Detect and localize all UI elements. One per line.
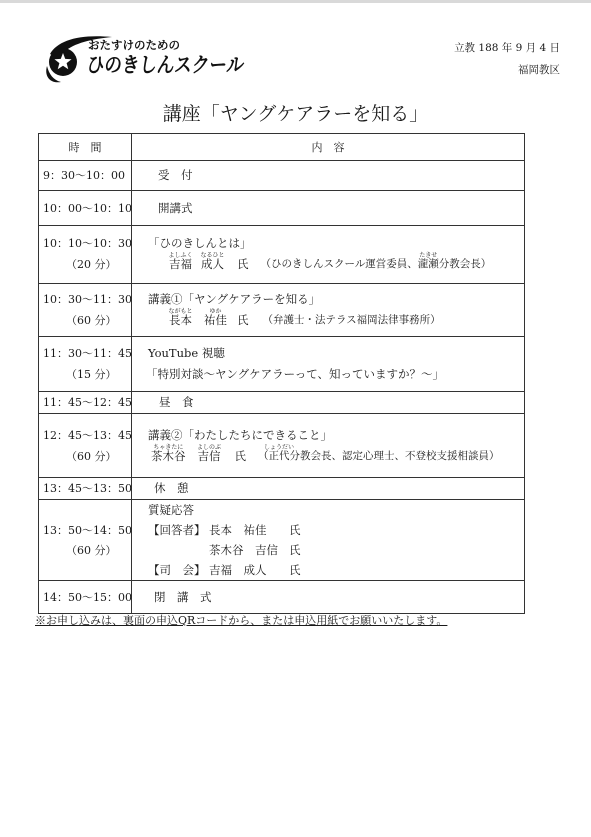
speaker-surname-ruby: ちゃきたに (153, 444, 184, 451)
agenda-item: 講義①「ヤングケアラーを知る」 (148, 292, 321, 306)
time-range: 12：45〜13：45 (43, 429, 132, 442)
time-range: 10：00〜10：10 (43, 201, 132, 215)
table-row (39, 161, 525, 191)
panel-name: 吉福 成人 (209, 563, 267, 577)
page-title: 講座「ヤングケアラーを知る」 (162, 103, 429, 125)
time-range: 10：10〜10：30 (43, 237, 132, 250)
speaker-given-text: 吉信 (197, 449, 221, 463)
speaker-surname-text: 吉福 (169, 257, 192, 271)
time-range: 11：30〜11：45 (43, 347, 132, 360)
time-range: 10：30〜11：30 (43, 293, 132, 306)
panel-name: 茶木谷 吉信 (209, 543, 278, 557)
speaker-line (132, 310, 524, 331)
speaker-given-ruby: なるひと (200, 252, 225, 259)
speaker-honorific: 氏 (237, 313, 249, 327)
affiliation-church (263, 444, 295, 467)
speaker-given-text: 祐佳 (204, 313, 227, 327)
affiliation-church-ruby: たきせ (419, 252, 438, 259)
content-cell (132, 478, 525, 500)
time-cell (39, 414, 132, 478)
panel-honorific: 氏 (289, 543, 301, 557)
panel-role: 【回答者】 (148, 523, 206, 537)
panel-honorific: 氏 (289, 563, 301, 577)
time-cell (39, 284, 132, 337)
scan-edge (0, 0, 591, 3)
logo-tagline: おたすけのための (88, 38, 180, 52)
speaker-honorific: 氏 (237, 257, 249, 271)
agenda-item: 閉 講 式 (154, 589, 212, 604)
speaker-given-ruby: ゆか (209, 308, 222, 315)
speaker-affiliation: （弁護士・法テラス福岡法律事務所） (262, 314, 441, 326)
panel-honorific: 氏 (289, 523, 301, 537)
time-cell (39, 500, 132, 581)
time-range: 14：50〜15：00 (43, 590, 132, 604)
speaker-surname (169, 254, 192, 275)
time-range: 9：30〜10：00 (43, 169, 125, 182)
speaker-line (132, 254, 524, 275)
speaker-surname (151, 446, 186, 467)
content-cell (132, 500, 525, 581)
affiliation-church-ruby: しょうだい (263, 444, 295, 451)
time-range: 11：45〜12：45 (43, 396, 132, 409)
panel-line (132, 540, 524, 560)
duration: （15 分） (66, 368, 117, 381)
content-cell (132, 414, 525, 478)
panel-line (132, 520, 524, 540)
table-row (39, 414, 525, 478)
table-row (39, 284, 525, 337)
affiliation-church (418, 254, 439, 275)
time-range: 13：50〜14：50 (43, 524, 132, 537)
agenda-item: 受 付 (158, 168, 193, 182)
agenda-item: 質疑応答 (148, 503, 194, 517)
panel-role: 【司 会】 (148, 563, 206, 577)
duration: （60 分） (66, 314, 117, 327)
video-title: 「特別対談〜ヤングケアラーって、知っていますか？〜」 (146, 367, 444, 381)
speaker-surname-ruby: よしふく (168, 252, 193, 259)
table-row (39, 581, 525, 614)
time-cell (39, 161, 132, 191)
table-row (39, 226, 525, 284)
speaker-surname-text: 長本 (169, 313, 192, 327)
time-cell (39, 581, 132, 614)
agenda-item: 講義②「わたしたちにできること」 (148, 428, 332, 442)
logo-name: ひのきしんスクール (85, 53, 246, 78)
content-cell (132, 392, 525, 414)
table-row (39, 337, 525, 392)
time-column-header: 時 間 (39, 134, 132, 161)
speaker-given-ruby: よしのぶ (196, 444, 222, 451)
agenda-item: YouTube 視聴 (148, 346, 225, 360)
content-cell (132, 284, 525, 337)
affiliation-church-text: 正代 (268, 450, 290, 462)
footer-note: ※お申し込みは、裏面の申込QRコードから、または申込用紙でお願いいたします。 (35, 614, 448, 627)
content-cell (132, 161, 525, 191)
table-row (39, 191, 525, 226)
speaker-surname-ruby: ながもと (168, 308, 193, 315)
district-name: 福岡教区 (518, 64, 560, 76)
agenda-item: 「ひのきしんとは」 (148, 236, 252, 250)
panel-line (132, 560, 524, 580)
time-cell (39, 392, 132, 414)
speaker-surname (169, 310, 192, 331)
content-cell (132, 226, 525, 284)
time-cell (39, 226, 132, 284)
affiliation-church-text: 瀧瀬 (417, 258, 439, 270)
table-row (39, 500, 525, 581)
affiliation-pre: （ (258, 450, 269, 462)
table-row (39, 478, 525, 500)
speaker-surname-text: 茶木谷 (151, 449, 186, 463)
content-cell (132, 581, 525, 614)
speaker-affiliation (258, 446, 500, 467)
panel-name: 長本 祐佳 (209, 523, 267, 537)
time-cell (39, 191, 132, 226)
agenda-item: 昼 食 (159, 395, 194, 409)
duration: （60 分） (66, 450, 117, 463)
speaker-given-name (198, 446, 221, 467)
duration: （60 分） (66, 544, 117, 557)
duration: （20 分） (66, 258, 117, 271)
speaker-given-name (204, 310, 227, 331)
agenda-item: 開講式 (158, 200, 193, 215)
speaker-given-text: 成人 (201, 257, 224, 271)
speaker-affiliation (261, 254, 492, 275)
affiliation-post: 分教会長） (438, 258, 492, 270)
content-cell (132, 337, 525, 392)
time-cell (39, 478, 132, 500)
agenda-item: 休 憩 (154, 481, 189, 495)
time-cell (39, 337, 132, 392)
content-column-header: 内 容 (132, 134, 525, 161)
speaker-given-name (201, 254, 224, 275)
schedule-table (38, 133, 525, 614)
affiliation-post: 分教会長、認定心理士、不登校支援相談員） (289, 450, 500, 462)
table-row (39, 392, 525, 414)
logo (44, 34, 259, 88)
speaker-honorific: 氏 (234, 449, 246, 463)
content-cell (132, 191, 525, 226)
time-range: 13：45〜13：50 (43, 482, 132, 495)
issue-date: 立教 188 年 9 月 4 日 (454, 42, 560, 54)
table-header-row (39, 134, 525, 161)
speaker-line (132, 446, 524, 467)
affiliation-pre: （ひのきしんスクール運営委員、 (260, 258, 418, 270)
